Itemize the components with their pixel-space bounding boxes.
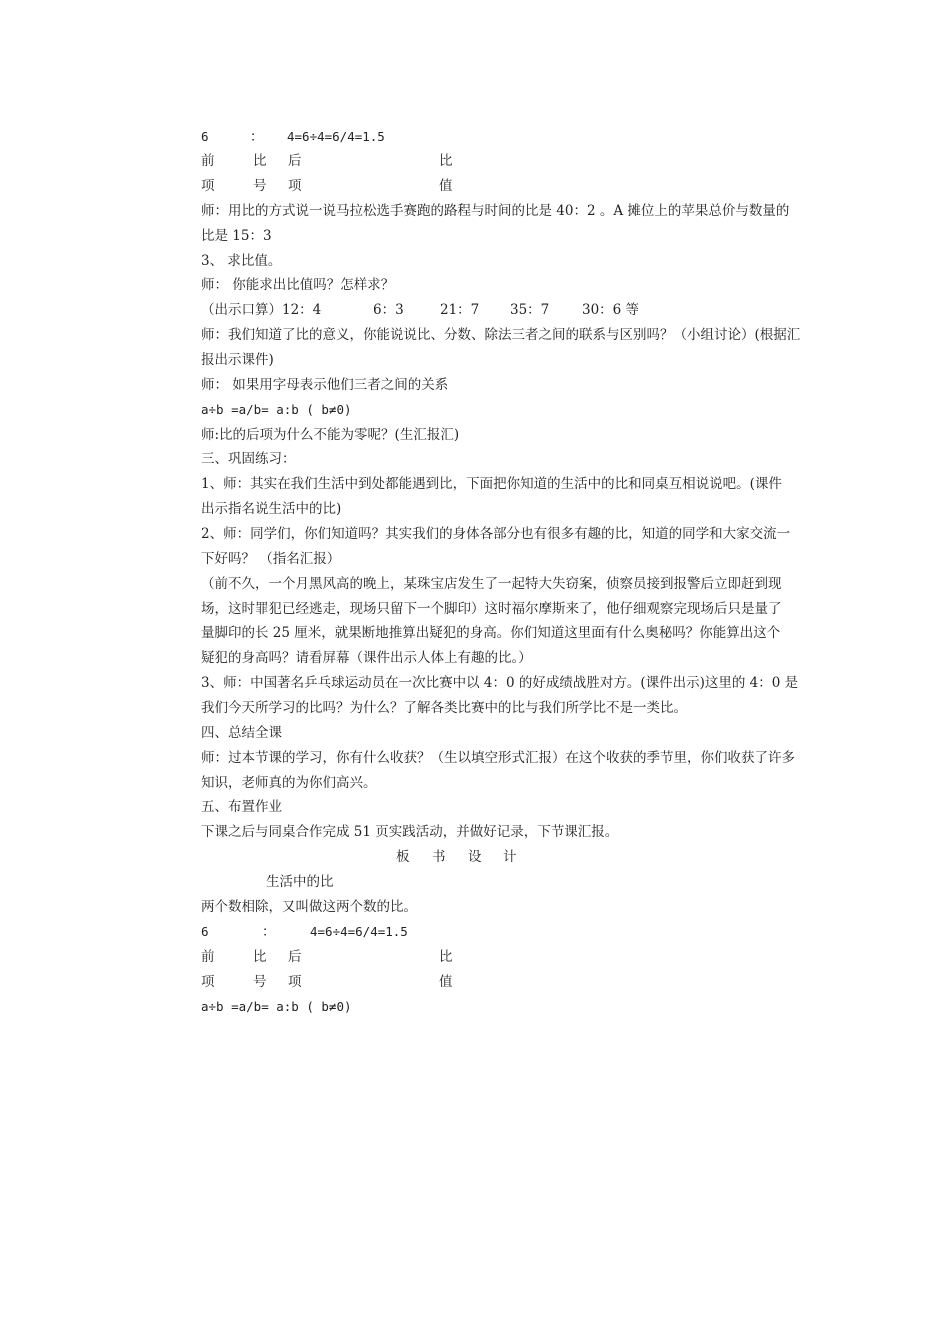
calc-item: 35：7	[510, 302, 550, 318]
board-title-char: 设	[468, 849, 482, 865]
eq-number: 6	[201, 129, 209, 144]
calc-label: （出示口算）12：4	[201, 302, 322, 318]
board-definition: 两个数相除，又叫做这两个数的比。	[201, 899, 417, 915]
eq-number: 6	[201, 924, 209, 939]
paragraph-line: 师：过本节课的学习，你有什么收获？（生以填空形式汇报）在这个收获的季节里，你们收获了许多	[201, 750, 795, 766]
board-title-char: 书	[432, 849, 446, 865]
label-back: 后	[288, 153, 302, 169]
paragraph-line: 场，这时罪犯已经逃走，现场只留下一个脚印）这时福尔摩斯来了，他仔细观察完现场后只是量了	[201, 601, 782, 617]
paragraph-line: 师：我们知道了比的意义，你能说说比、分数、除法三者之间的联系与区别吗？（小组讨论）(根据汇	[201, 327, 801, 343]
label-term-2: 项	[288, 974, 302, 990]
eq-colon: ：	[262, 924, 276, 940]
label-back: 后	[288, 949, 302, 965]
paragraph-line: 师： 如果用字母表示他们三者之间的关系	[201, 377, 449, 393]
label-term: 项	[201, 178, 215, 194]
label-ratio-value: 比	[439, 153, 453, 169]
section-heading: 三、巩固练习：	[201, 451, 296, 467]
paragraph-line: 知识，老师真的为你们高兴。	[201, 775, 377, 791]
paragraph-line: 师：用比的方式说一说马拉松选手赛跑的路程与时间的比是 40：2 。A 摊位上的苹果总价与数量的	[201, 203, 790, 219]
board-title-char: 计	[503, 849, 517, 865]
label-value: 值	[439, 974, 453, 990]
label-term: 项	[201, 974, 215, 990]
section-heading: 五、布置作业	[201, 799, 282, 815]
label-front: 前	[201, 153, 215, 169]
board-subtitle: 生活中的比	[266, 874, 334, 890]
calc-item: 21：7	[440, 302, 480, 318]
label-ratio-value: 比	[439, 949, 453, 965]
section-item: 3、 求比值。	[201, 253, 282, 269]
board-title-char: 板	[396, 849, 410, 865]
label-term-2: 项	[288, 178, 302, 194]
paragraph-line: 1、师：其实在我们生活中到处都能遇到比，下面把你知道的生活中的比和同桌互相说说吧。(课件	[201, 476, 782, 492]
eq-colon: ：	[250, 129, 264, 145]
paragraph-line: 疑犯的身高吗？请看屏幕（课件出示人体上有趣的比。）	[201, 650, 532, 666]
calc-item: 6：3	[373, 302, 404, 318]
eq-formula: 4=6÷4=6/4=1.5	[287, 129, 385, 144]
label-ratio: 比	[253, 949, 267, 965]
paragraph-line: 下课之后与同桌合作完成 51 页实践活动，并做好记录，下节课汇报。	[201, 824, 619, 840]
paragraph-line: 报出示课件)	[201, 352, 274, 368]
paragraph-line: 出示指名说生活中的比)	[201, 501, 342, 517]
label-sign: 号	[253, 974, 267, 990]
label-sign: 号	[253, 178, 267, 194]
paragraph-line: 比是 15：3	[201, 228, 272, 244]
paragraph-line: 我们今天所学习的比吗？为什么？了解各类比赛中的比与我们所学比不是一类比。	[201, 700, 687, 716]
paragraph-line: 3、师：中国著名乒乓球运动员在一次比赛中以 4：0 的好成绩战胜对方。(课件出示)这里的 4：0 是	[201, 675, 799, 691]
section-heading: 四、总结全课	[201, 725, 282, 741]
calc-item: 30：6 等	[582, 302, 640, 318]
paragraph-line: 量脚印的长 25 厘米，就果断地推算出疑犯的身高。你们知道这里面有什么奥秘吗？你能算出这个	[201, 625, 781, 641]
paragraph-line: 下好吗？ （指名汇报）	[201, 551, 341, 567]
label-value: 值	[439, 178, 453, 194]
label-front: 前	[201, 949, 215, 965]
paragraph-line: 2、师：同学们，你们知道吗？其实我们的身体各部分也有很多有趣的比，知道的同学和大家交流一	[201, 526, 791, 542]
eq-formula: 4=6÷4=6/4=1.5	[310, 924, 408, 939]
label-ratio: 比	[253, 153, 267, 169]
paragraph-line: （前不久，一个月黑风高的晚上，某珠宝店发生了一起特大失窃案，侦察员接到报警后立即赶到现	[201, 576, 782, 592]
formula-line: a÷b =a/b= a:b ( b≠0)	[201, 999, 352, 1014]
paragraph-line: 师： 你能求出比值吗？怎样求？	[201, 277, 395, 293]
formula-line: a÷b =a/b= a:b ( b≠0)	[201, 402, 352, 417]
paragraph-line: 师:比的后项为什么不能为零呢？(生汇报汇)	[201, 427, 460, 443]
